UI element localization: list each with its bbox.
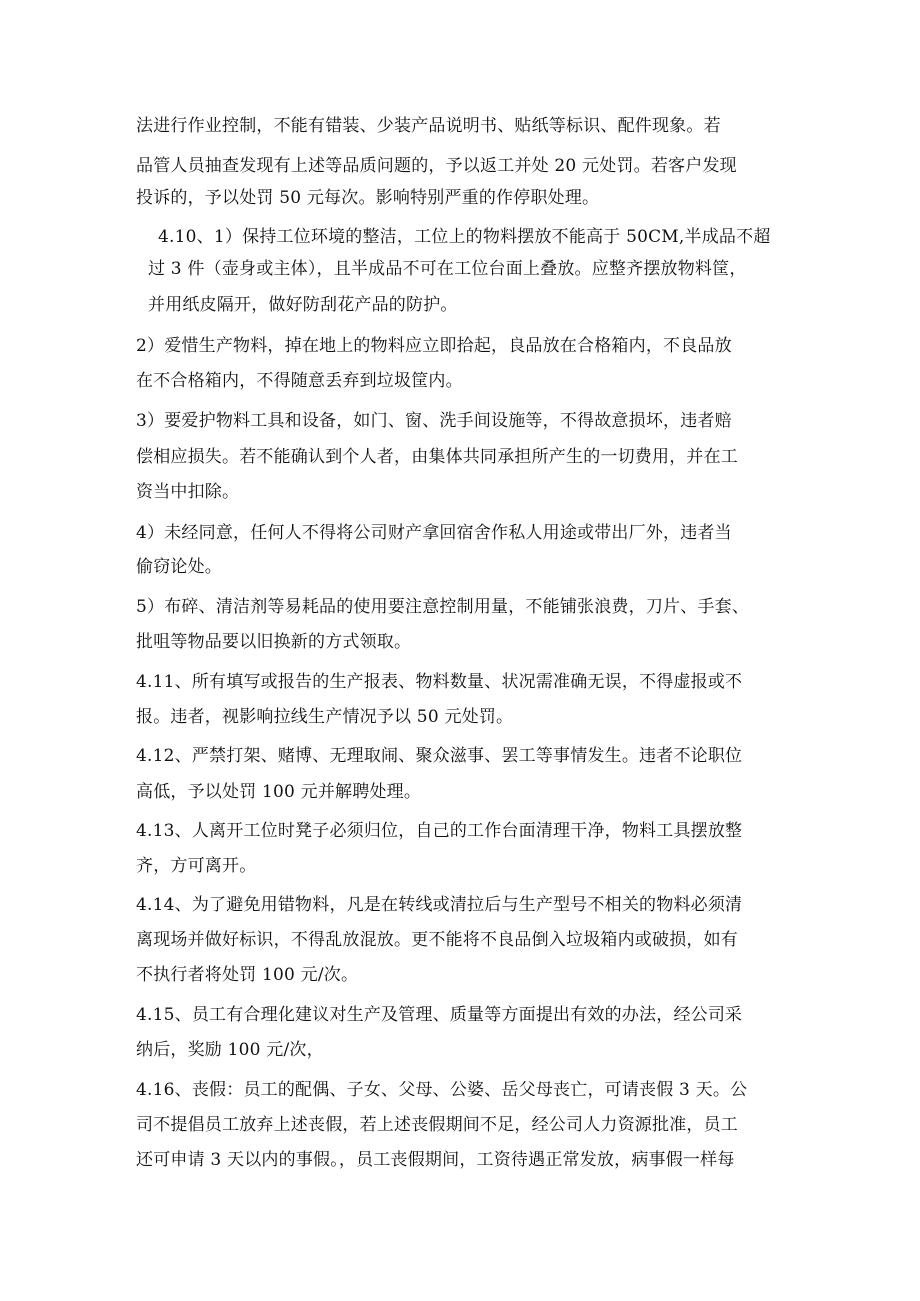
text-line: 高低，予以处罚 100 元并解聘处理。: [136, 782, 422, 802]
text-line: 报。违者，视影响拉线生产情况予以 50 元处罚。: [136, 707, 514, 727]
text-line: 4.12、严禁打架、赌博、无理取闹、聚众滋事、罢工等事情发生。违者不论职位: [136, 746, 743, 766]
text-line: 4.10、1）保持工位环境的整洁，工位上的物料摆放不能高于 50CM,半成品不超: [158, 227, 771, 247]
text-line: 2）爱惜生产物料，掉在地上的物料应立即拾起，良品放在合格箱内，不良品放: [136, 336, 732, 356]
text-line: 齐，方可离开。: [136, 856, 257, 876]
text-line: 4.13、人离开工位时凳子必须归位，自己的工作台面清理干净，物料工具摆放整: [136, 821, 743, 841]
text-line: 离现场并做好标识，不得乱放混放。更不能将不良品倒入垃圾箱内或破损，如有: [136, 930, 738, 950]
text-line: 纳后，奖励 100 元/次，: [136, 1040, 324, 1060]
text-line: 司不提倡员工放弃上述丧假，若上述丧假期间不足，经公司人力资源批准，员工: [136, 1115, 738, 1135]
text-line: 偷窃论处。: [136, 557, 222, 577]
text-line: 并用纸皮隔开，做好防刮花产品的防护。: [148, 295, 458, 315]
text-line: 投诉的，予以处罚 50 元每次。影响特别严重的作停职处理。: [136, 188, 600, 208]
text-line: 4.15、员工有合理化建议对生产及管理、质量等方面提出有效的办法，经公司采: [136, 1005, 743, 1025]
text-line: 4.11、所有填写或报告的生产报表、物料数量、状况需准确无误，不得虚报或不: [136, 672, 743, 692]
text-line: 5）布碎、清洁剂等易耗品的使用要注意控制用量，不能铺张浪费，刀片、手套、: [136, 597, 750, 617]
text-line: 法进行作业控制，不能有错装、少装产品说明书、贴纸等标识、配件现象。若: [136, 116, 721, 136]
text-line: 4.16、丧假：员工的配偶、子女、父母、公婆、岳父母丧亡，可请丧假 3 天。公: [136, 1080, 748, 1100]
text-line: 资当中扣除。: [136, 482, 240, 502]
text-line: 批咀等物品要以旧换新的方式领取。: [136, 632, 412, 652]
text-line: 4.14、为了避免用错物料，凡是在转线或清拉后与生产型号不相关的物料必须清: [136, 895, 743, 915]
text-line: 在不合格箱内，不得随意丢弃到垃圾筐内。: [136, 371, 463, 391]
text-line: 偿相应损失。若不能确认到个人者，由集体共同承担所产生的一切费用，并在工: [136, 447, 738, 467]
text-line: 还可申请 3 天以内的事假。，员工丧假期间，工资待遇正常发放，病事假一样每: [136, 1150, 735, 1170]
text-line: 4）未经同意，任何人不得将公司财产拿回宿舍作私人用途或带出厂外，违者当: [136, 523, 732, 543]
text-line: 3）要爱护物料工具和设备，如门、窗、洗手间设施等，不得故意损坏，违者赔: [136, 411, 732, 431]
text-line: 不执行者将处罚 100 元/次。: [136, 965, 359, 985]
text-line: 品管人员抽查发现有上述等品质问题的，予以返工并处 20 元处罚。若客户发现: [136, 156, 737, 176]
text-line: 过 3 件（壶身或主体），且半成品不可在工位台面上叠放。应整齐摆放物料筐，: [148, 259, 747, 279]
